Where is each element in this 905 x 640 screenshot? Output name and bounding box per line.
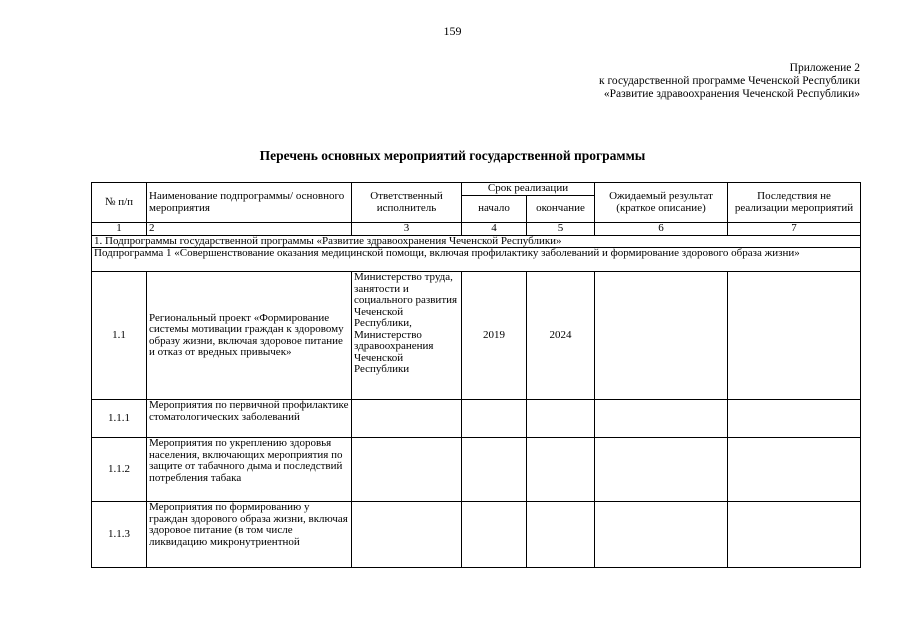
- header-period: Срок реализации: [462, 183, 595, 196]
- column-number: 4: [462, 223, 527, 236]
- row-consequences: [728, 438, 861, 502]
- row-num: 1.1.1: [92, 400, 147, 438]
- column-number: 7: [728, 223, 861, 236]
- row-result: [595, 438, 728, 502]
- row-executor: [352, 502, 462, 568]
- row-num: 1.1.2: [92, 438, 147, 502]
- header-end: окончание: [527, 196, 595, 223]
- row-end: [527, 400, 595, 438]
- row-consequences: [728, 272, 861, 400]
- row-start: 2019: [462, 272, 527, 400]
- row-executor: [352, 438, 462, 502]
- header-consequences: Последствия не реализации мероприятий: [728, 183, 861, 223]
- table-row: [92, 438, 861, 502]
- column-number: 2: [147, 223, 352, 236]
- row-end: [527, 502, 595, 568]
- row-consequences: [728, 400, 861, 438]
- page-number: 159: [443, 24, 462, 38]
- column-number: 6: [595, 223, 728, 236]
- measures-table: [91, 182, 861, 568]
- row-num: 1.1: [92, 272, 147, 400]
- row-name: Мероприятия по укреплению здоровья населения, включающих мероприятия по защите от табачного дыма и последствий потребления табака: [147, 438, 352, 502]
- subprogram-row: [92, 248, 861, 272]
- subprogram-heading: Подпрограмма 1 «Совершенствование оказания медицинской помощи, включая профилактику заболеваний и формирование здорового образа жизни»: [92, 248, 861, 272]
- page-title: Перечень основных мероприятий государственной программы: [259, 148, 646, 163]
- header-name: Наименование подпрограммы/ основного мероприятия: [147, 183, 352, 223]
- appendix-line-2: к государственной программе Чеченской Республики: [599, 75, 860, 87]
- row-start: [462, 400, 527, 438]
- appendix-block: [520, 62, 860, 101]
- row-result: [595, 502, 728, 568]
- section-heading: 1. Подпрограммы государственной программы «Развитие здравоохранения Чеченской Республики»: [92, 235, 861, 248]
- column-number: 5: [527, 223, 595, 236]
- row-result: [595, 272, 728, 400]
- header-executor: Ответственный исполнитель: [352, 183, 462, 223]
- table-row: [92, 272, 861, 400]
- table-row: [92, 502, 861, 568]
- row-consequences: [728, 502, 861, 568]
- row-num: 1.1.3: [92, 502, 147, 568]
- row-executor: Министерство труда, занятости и социального развития Чеченской Республики, Министерство здравоохранения Чеченской Республики: [352, 272, 462, 400]
- header-start: начало: [462, 196, 527, 223]
- row-end: [527, 438, 595, 502]
- column-number: 1: [92, 223, 147, 236]
- header-result: Ожидаемый результат (краткое описание): [595, 183, 728, 223]
- column-numbers-row: [92, 223, 861, 236]
- row-end: 2024: [527, 272, 595, 400]
- row-name: Мероприятия по первичной профилактике стоматологических заболеваний: [147, 400, 352, 438]
- header-row-1: [92, 183, 861, 196]
- column-number: 3: [352, 223, 462, 236]
- appendix-line-1: Приложение 2: [789, 62, 860, 74]
- row-start: [462, 502, 527, 568]
- table-row: [92, 400, 861, 438]
- header-num: № п/п: [92, 183, 147, 223]
- appendix-line-3: «Развитие здравоохранения Чеченской Республики»: [603, 88, 860, 100]
- row-name: Мероприятия по формированию у граждан здорового образа жизни, включая здоровое питание (в том числе ликвидацию микронутриентной: [147, 502, 352, 568]
- row-start: [462, 438, 527, 502]
- row-name: Региональный проект «Формирование системы мотивации граждан к здоровому образу жизни, включая здоровое питание и отказ от вредных привычек»: [147, 272, 352, 400]
- row-executor: [352, 400, 462, 438]
- section-row: [92, 235, 861, 248]
- row-result: [595, 400, 728, 438]
